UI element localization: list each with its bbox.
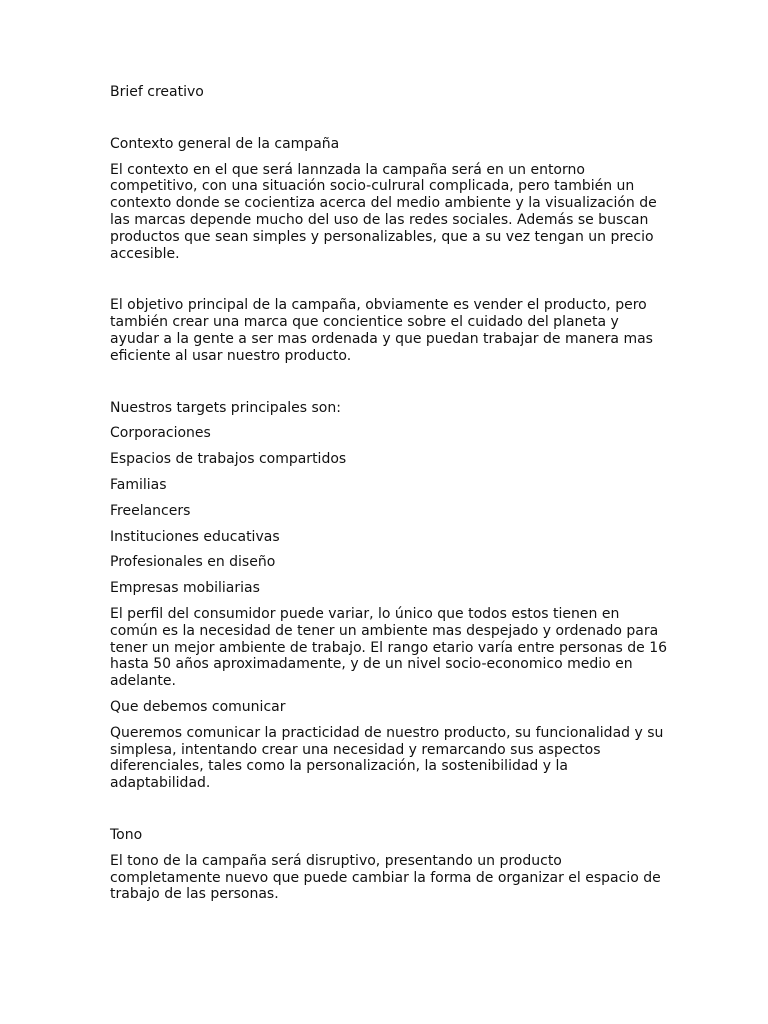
communicate-heading: Que debemos comunicar xyxy=(110,698,286,715)
target-item: Freelancers xyxy=(110,502,191,519)
objective-paragraph: El objetivo principal de la campaña, obviamente es vender el producto, pero también crear una marca que concientice sobre el cuidado del planeta y ayudar a la gente a ser mas ordenada y que puedan trabajar de manera mas eficiente al usar nuestro producto. xyxy=(110,297,653,364)
consumer-profile-paragraph: El perfil del consumidor puede variar, lo único que todos estos tienen en común es la necesidad de tener un ambiente mas despejado y ordenado para tener un mejor ambiente de trabajo. El rango etario varía entre personas de 16 hasta 50 años aproximadamente, y de un nivel socio-economico medio en adelante. xyxy=(110,605,668,690)
targets-heading: Nuestros targets principales son: xyxy=(110,399,341,416)
context-paragraph: El contexto en el que será lannzada la campaña será en un entorno competitivo, con una situación socio-culrural complicada, pero también un contexto donde se cocientiza acerca del medio ambiente y la visualización de las marcas depende mucho del uso de las redes sociales. Además se buscan productos que sean simples y personalizables, que a su vez tengan un precio accesible. xyxy=(110,161,657,262)
tone-heading: Tono xyxy=(110,826,143,843)
context-heading: Contexto general de la campaña xyxy=(110,135,340,152)
communicate-paragraph: Queremos comunicar la practicidad de nuestro producto, su funcionalidad y su simplesa, intentando crear una necesidad y remarcando sus aspectos diferenciales, tales como la personalización, la sostenibilidad y la adaptabilidad. xyxy=(110,724,664,792)
document-title: Brief creativo xyxy=(110,84,204,100)
target-item: Instituciones educativas xyxy=(110,528,280,545)
target-item: Profesionales en diseño xyxy=(110,554,276,571)
target-item: Empresas mobiliarias xyxy=(110,580,260,597)
document-page xyxy=(110,84,670,912)
target-item: Familias xyxy=(110,476,167,493)
tone-paragraph: El tono de la campaña será disruptivo, presentando un producto completamente nuevo que puede cambiar la forma de organizar el espacio de trabajo de las personas. xyxy=(110,852,661,903)
target-item: Espacios de trabajos compartidos xyxy=(110,451,347,468)
target-item: Corporaciones xyxy=(110,425,211,442)
